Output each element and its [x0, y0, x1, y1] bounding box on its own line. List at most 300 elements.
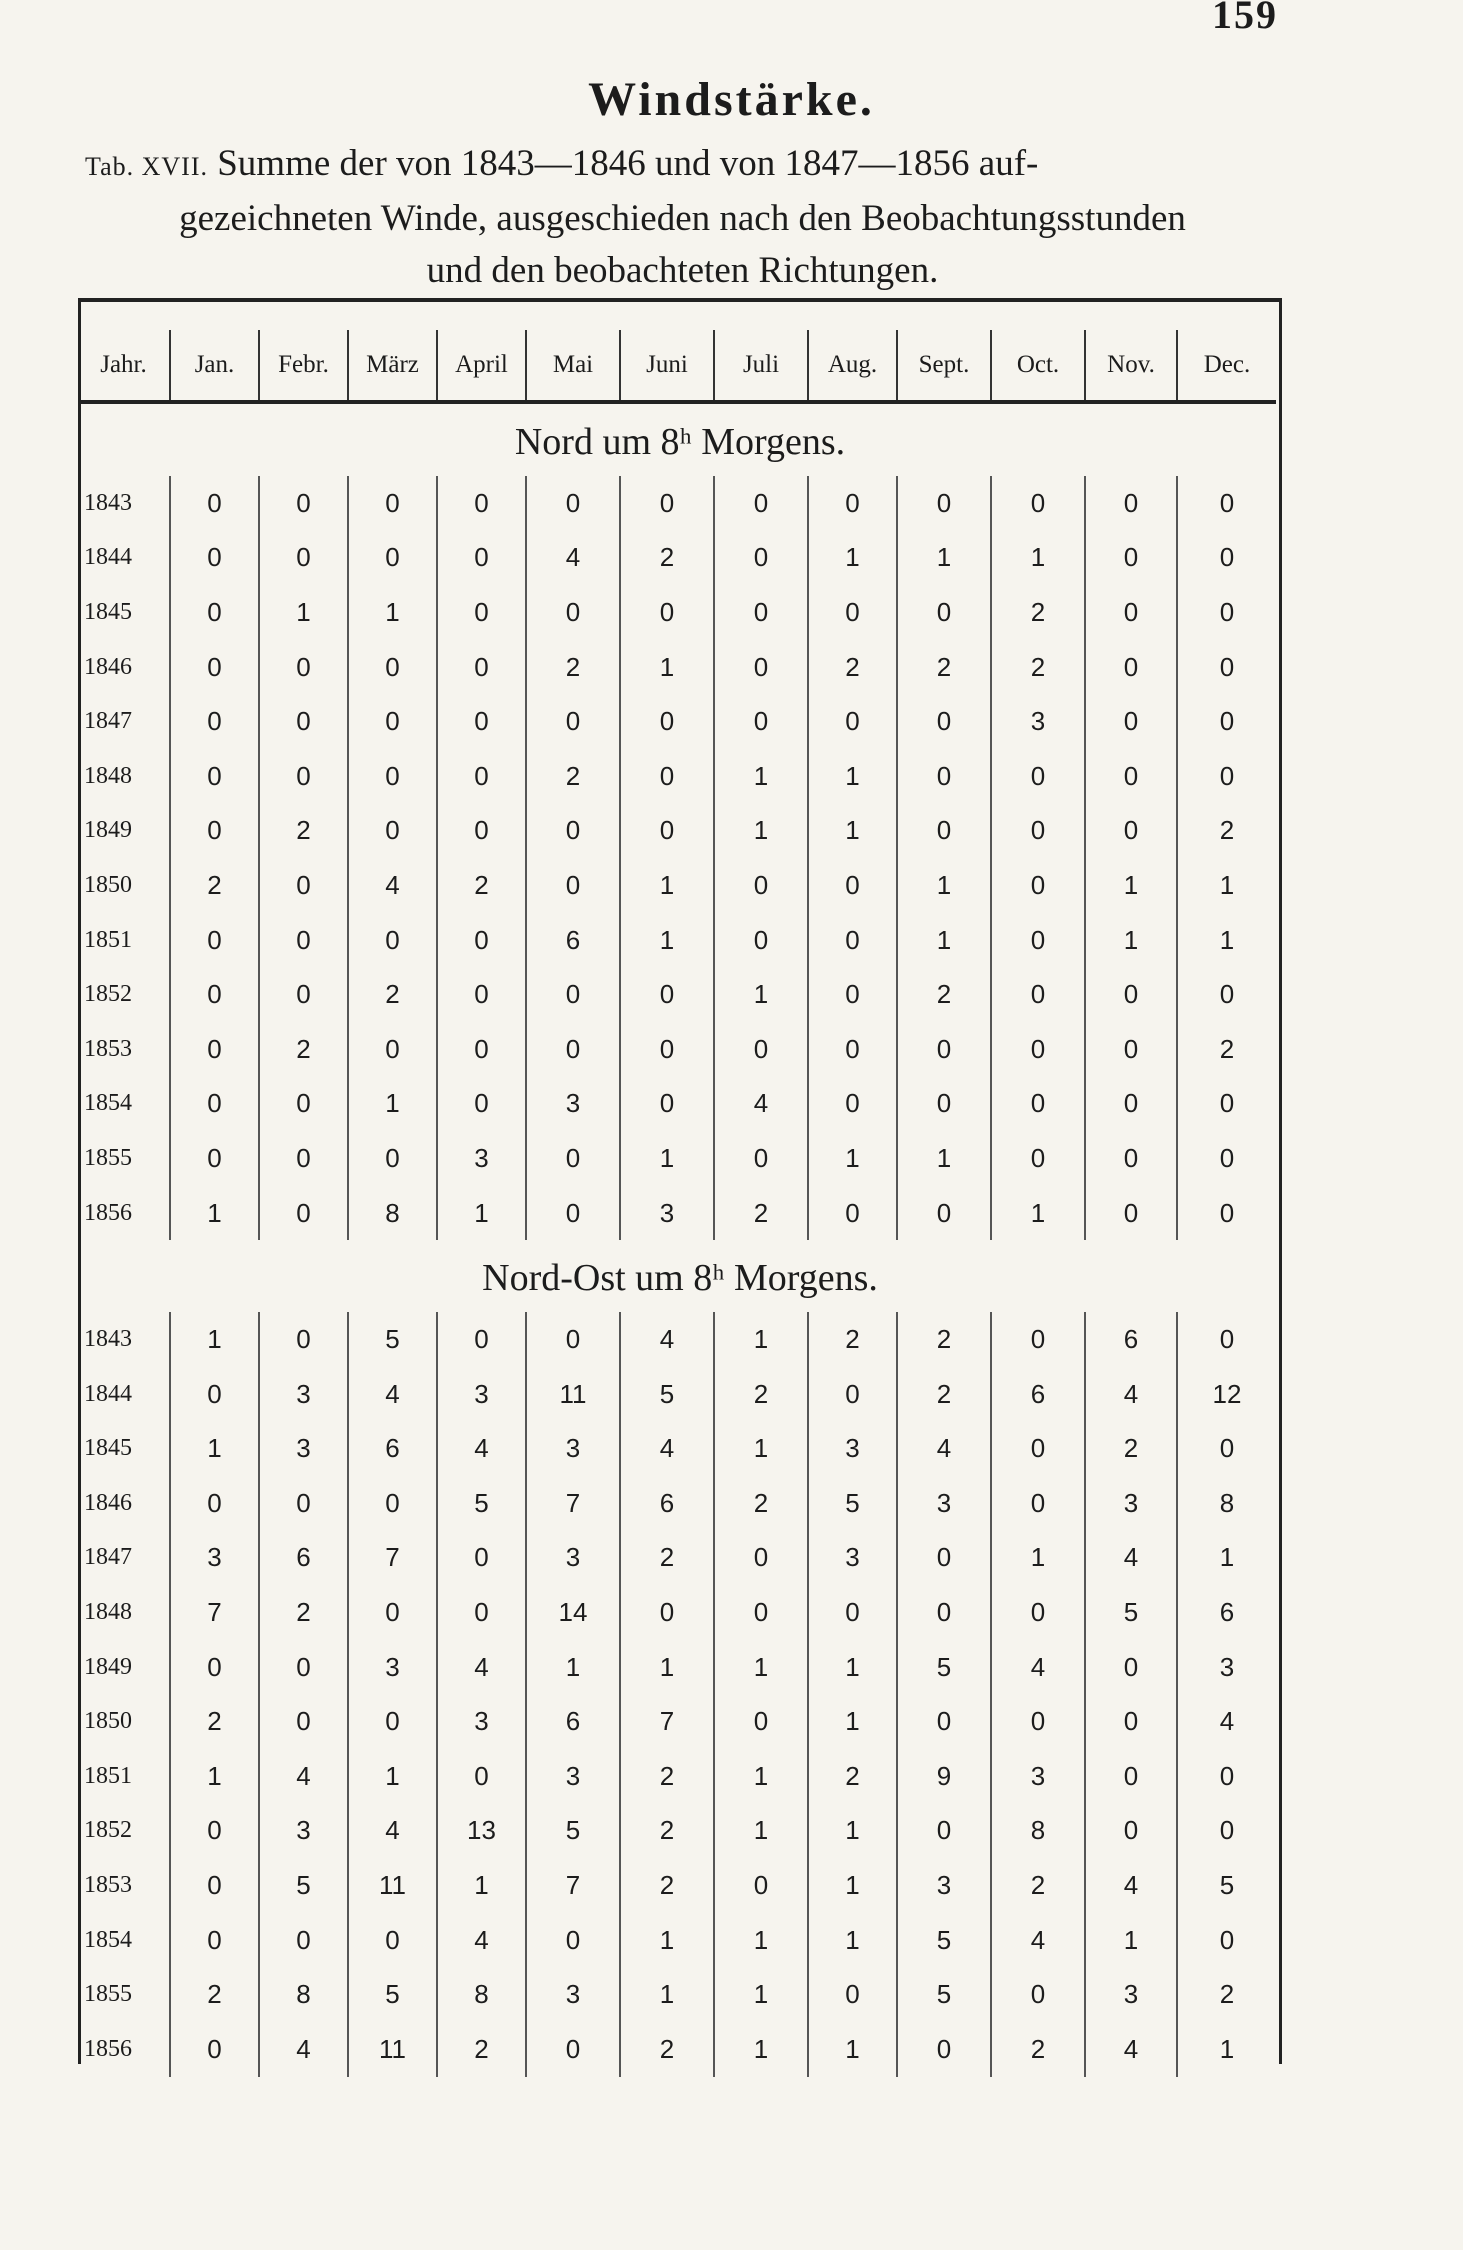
value-cell: 0	[437, 1312, 526, 1367]
value-cell: 2	[991, 640, 1085, 695]
value-cell: 0	[714, 858, 808, 913]
value-cell: 2	[1177, 804, 1276, 859]
value-cell: 0	[808, 858, 897, 913]
value-cell: 0	[259, 1077, 348, 1132]
value-cell: 0	[1085, 1694, 1177, 1749]
year-cell: 1845	[84, 598, 132, 625]
value-cell: 0	[1177, 967, 1276, 1022]
value-cell: 2	[620, 531, 714, 586]
value-cell: 0	[526, 1131, 620, 1186]
column-header: Jan.	[170, 330, 259, 402]
value-cell: 1	[437, 1186, 526, 1241]
value-cell: 0	[1085, 1077, 1177, 1132]
table-row	[78, 640, 1276, 695]
value-cell: 3	[526, 1422, 620, 1477]
value-cell: 0	[437, 913, 526, 968]
value-cell: 3	[437, 1131, 526, 1186]
year-cell: 1852	[84, 981, 132, 1008]
value-cell: 2	[897, 967, 991, 1022]
value-cell: 0	[991, 476, 1085, 531]
value-cell: 1	[348, 1749, 437, 1804]
value-cell: 0	[991, 1585, 1085, 1640]
value-cell: 0	[170, 749, 259, 804]
column-header: Nov.	[1085, 330, 1177, 402]
year-cell: 1854	[84, 1090, 132, 1117]
value-cell: 1	[620, 1913, 714, 1968]
value-cell: 0	[170, 531, 259, 586]
page-number: 159	[1212, 0, 1278, 37]
year-cell: 1845	[84, 1435, 132, 1462]
value-cell: 0	[897, 585, 991, 640]
value-cell: 1	[170, 1186, 259, 1241]
value-cell: 0	[808, 1186, 897, 1241]
column-header: Oct.	[991, 330, 1085, 402]
value-cell: 1	[808, 1640, 897, 1695]
value-cell: 0	[620, 1022, 714, 1077]
value-cell: 1	[897, 913, 991, 968]
value-cell: 0	[1085, 967, 1177, 1022]
value-cell: 3	[991, 1749, 1085, 1804]
value-cell: 1	[897, 858, 991, 913]
value-cell: 2	[897, 1312, 991, 1367]
value-cell: 0	[991, 1422, 1085, 1477]
value-cell: 4	[897, 1422, 991, 1477]
value-cell: 0	[259, 858, 348, 913]
table-row	[78, 1804, 1276, 1859]
value-cell: 0	[991, 858, 1085, 913]
value-cell: 0	[1085, 694, 1177, 749]
value-cell: 3	[897, 1858, 991, 1913]
value-cell: 1	[714, 1804, 808, 1859]
year-cell: 1853	[84, 1872, 132, 1899]
value-cell: 0	[991, 1967, 1085, 2022]
value-cell: 0	[897, 476, 991, 531]
caption-line-2: gezeichneten Winde, ausgeschieden nach den Beobachtungsstunden	[179, 198, 1186, 239]
value-cell: 11	[526, 1367, 620, 1422]
value-cell: 1	[714, 1640, 808, 1695]
value-cell: 0	[526, 476, 620, 531]
value-cell: 8	[437, 1967, 526, 2022]
value-cell: 0	[170, 1913, 259, 1968]
value-cell: 0	[620, 585, 714, 640]
value-cell: 0	[620, 1585, 714, 1640]
value-cell: 0	[526, 1022, 620, 1077]
value-cell: 0	[259, 913, 348, 968]
table-label: Tab. XVII.	[85, 152, 208, 181]
value-cell: 5	[1177, 1858, 1276, 1913]
value-cell: 12	[1177, 1367, 1276, 1422]
value-cell: 0	[991, 1022, 1085, 1077]
value-cell: 0	[259, 531, 348, 586]
table-row	[78, 1422, 1276, 1477]
value-cell: 1	[620, 1640, 714, 1695]
value-cell: 0	[348, 476, 437, 531]
value-cell: 1	[620, 1967, 714, 2022]
value-cell: 1	[348, 1077, 437, 1132]
value-cell: 1	[991, 1186, 1085, 1241]
value-cell: 0	[170, 1131, 259, 1186]
value-cell: 0	[897, 2022, 991, 2077]
value-cell: 4	[437, 1640, 526, 1695]
table-row	[78, 1022, 1276, 1077]
value-cell: 0	[170, 640, 259, 695]
value-cell: 8	[1177, 1476, 1276, 1531]
value-cell: 0	[348, 749, 437, 804]
value-cell: 0	[348, 1476, 437, 1531]
section-heading: Nord um 8ʰ Morgens.	[514, 421, 846, 463]
table-row	[78, 1749, 1276, 1804]
value-cell: 0	[170, 1804, 259, 1859]
table-row	[78, 1186, 1276, 1241]
value-cell: 3	[526, 1749, 620, 1804]
value-cell: 1	[714, 1913, 808, 1968]
value-cell: 6	[1085, 1312, 1177, 1367]
value-cell: 6	[259, 1531, 348, 1586]
value-cell: 6	[526, 913, 620, 968]
value-cell: 2	[259, 1585, 348, 1640]
value-cell: 1	[714, 1967, 808, 2022]
value-cell: 1	[714, 804, 808, 859]
value-cell: 2	[526, 640, 620, 695]
value-cell: 2	[714, 1367, 808, 1422]
value-cell: 0	[808, 967, 897, 1022]
value-cell: 4	[259, 2022, 348, 2077]
column-header: Aug.	[808, 330, 897, 402]
value-cell: 0	[437, 749, 526, 804]
value-cell: 0	[620, 1077, 714, 1132]
column-header: April	[437, 330, 526, 402]
value-cell: 0	[991, 1312, 1085, 1367]
value-cell: 0	[1085, 1186, 1177, 1241]
value-cell: 1	[808, 2022, 897, 2077]
year-cell: 1848	[84, 762, 132, 789]
section-heading-row	[78, 1240, 1276, 1312]
value-cell: 0	[808, 1967, 897, 2022]
value-cell: 0	[1177, 749, 1276, 804]
year-cell: 1844	[84, 1380, 132, 1407]
value-cell: 5	[348, 1967, 437, 2022]
value-cell: 0	[259, 476, 348, 531]
table-row	[78, 1367, 1276, 1422]
value-cell: 0	[437, 1585, 526, 1640]
value-cell: 6	[348, 1422, 437, 1477]
value-cell: 3	[170, 1531, 259, 1586]
year-cell: 1850	[84, 871, 132, 898]
value-cell: 1	[1177, 2022, 1276, 2077]
value-cell: 0	[526, 1312, 620, 1367]
year-cell: 1856	[84, 1199, 132, 1226]
value-cell: 0	[991, 804, 1085, 859]
value-cell: 2	[714, 1476, 808, 1531]
year-cell: 1853	[84, 1035, 132, 1062]
value-cell: 2	[170, 1967, 259, 2022]
table-row	[78, 1640, 1276, 1695]
value-cell: 1	[526, 1640, 620, 1695]
value-cell: 7	[620, 1694, 714, 1749]
value-cell: 0	[714, 1858, 808, 1913]
value-cell: 1	[714, 1749, 808, 1804]
value-cell: 0	[526, 1186, 620, 1241]
table-row	[78, 585, 1276, 640]
value-cell: 2	[991, 2022, 1085, 2077]
value-cell: 6	[1177, 1585, 1276, 1640]
column-header: Febr.	[259, 330, 348, 402]
value-cell: 2	[437, 858, 526, 913]
value-cell: 1	[714, 749, 808, 804]
value-cell: 0	[808, 585, 897, 640]
table-row	[78, 967, 1276, 1022]
column-header: Juli	[714, 330, 808, 402]
value-cell: 3	[437, 1367, 526, 1422]
value-cell: 0	[714, 1531, 808, 1586]
value-cell: 0	[437, 694, 526, 749]
value-cell: 0	[1085, 1131, 1177, 1186]
value-cell: 4	[620, 1422, 714, 1477]
value-cell: 5	[808, 1476, 897, 1531]
value-cell: 0	[714, 1022, 808, 1077]
value-cell: 0	[348, 531, 437, 586]
value-cell: 0	[437, 585, 526, 640]
value-cell: 1	[1085, 858, 1177, 913]
value-cell: 0	[348, 640, 437, 695]
value-cell: 0	[1177, 1312, 1276, 1367]
value-cell: 0	[897, 1077, 991, 1132]
value-cell: 3	[1085, 1967, 1177, 2022]
value-cell: 0	[991, 1694, 1085, 1749]
value-cell: 4	[348, 1804, 437, 1859]
value-cell: 0	[897, 1022, 991, 1077]
value-cell: 7	[170, 1585, 259, 1640]
value-cell: 2	[259, 1022, 348, 1077]
column-header: Jahr.	[100, 351, 147, 378]
value-cell: 4	[437, 1422, 526, 1477]
table-row	[78, 913, 1276, 968]
value-cell: 0	[259, 967, 348, 1022]
table-row	[78, 1585, 1276, 1640]
value-cell: 2	[620, 1858, 714, 1913]
value-cell: 4	[1085, 1858, 1177, 1913]
value-cell: 0	[348, 1694, 437, 1749]
section-heading: Nord-Ost um 8ʰ Morgens.	[482, 1257, 878, 1300]
value-cell: 2	[620, 1749, 714, 1804]
table-row	[78, 1476, 1276, 1531]
value-cell: 0	[526, 585, 620, 640]
value-cell: 1	[897, 1131, 991, 1186]
year-cell: 1848	[84, 1599, 132, 1626]
value-cell: 4	[437, 1913, 526, 1968]
value-cell: 11	[348, 1858, 437, 1913]
value-cell: 0	[170, 1367, 259, 1422]
table-row	[78, 804, 1276, 859]
year-cell: 1843	[84, 489, 132, 516]
value-cell: 2	[1177, 1967, 1276, 2022]
value-cell: 0	[259, 1476, 348, 1531]
value-cell: 8	[259, 1967, 348, 2022]
value-cell: 9	[897, 1749, 991, 1804]
value-cell: 3	[348, 1640, 437, 1695]
value-cell: 1	[620, 1131, 714, 1186]
value-cell: 2	[808, 1312, 897, 1367]
value-cell: 4	[348, 1367, 437, 1422]
value-cell: 0	[1177, 1077, 1276, 1132]
value-cell: 0	[897, 804, 991, 859]
value-cell: 3	[620, 1186, 714, 1241]
value-cell: 1	[808, 749, 897, 804]
table-row	[78, 1694, 1276, 1749]
value-cell: 5	[897, 1913, 991, 1968]
table-caption	[85, 138, 1280, 297]
value-cell: 0	[808, 476, 897, 531]
value-cell: 0	[1085, 1640, 1177, 1695]
value-cell: 2	[991, 585, 1085, 640]
value-cell: 1	[808, 1804, 897, 1859]
value-cell: 0	[897, 1694, 991, 1749]
year-cell: 1847	[84, 708, 132, 735]
value-cell: 0	[170, 1640, 259, 1695]
header-row	[78, 330, 1276, 402]
year-cell: 1843	[84, 1326, 132, 1353]
year-cell: 1854	[84, 1926, 132, 1953]
value-cell: 0	[348, 1131, 437, 1186]
value-cell: 0	[1177, 1913, 1276, 1968]
value-cell: 0	[1085, 585, 1177, 640]
value-cell: 5	[437, 1476, 526, 1531]
value-cell: 0	[808, 913, 897, 968]
value-cell: 0	[620, 804, 714, 859]
value-cell: 0	[1177, 694, 1276, 749]
value-cell: 0	[1177, 1131, 1276, 1186]
value-cell: 2	[170, 1694, 259, 1749]
value-cell: 3	[526, 1967, 620, 2022]
table-row	[78, 1531, 1276, 1586]
value-cell: 0	[348, 1913, 437, 1968]
value-cell: 3	[1177, 1640, 1276, 1695]
value-cell: 0	[437, 531, 526, 586]
value-cell: 2	[437, 2022, 526, 2077]
value-cell: 0	[526, 804, 620, 859]
value-cell: 0	[437, 1531, 526, 1586]
column-header: Dec.	[1177, 330, 1276, 402]
value-cell: 4	[714, 1077, 808, 1132]
value-cell: 5	[348, 1312, 437, 1367]
table-row	[78, 531, 1276, 586]
value-cell: 5	[1085, 1585, 1177, 1640]
value-cell: 0	[170, 1476, 259, 1531]
section-heading-row	[78, 402, 1276, 476]
table-row	[78, 1312, 1276, 1367]
value-cell: 0	[1085, 1022, 1177, 1077]
column-header: Sept.	[897, 330, 991, 402]
value-cell: 0	[170, 694, 259, 749]
value-cell: 0	[897, 694, 991, 749]
value-cell: 1	[808, 1858, 897, 1913]
value-cell: 0	[259, 640, 348, 695]
value-cell: 1	[808, 1694, 897, 1749]
table-row	[78, 1077, 1276, 1132]
value-cell: 0	[714, 476, 808, 531]
value-cell: 0	[991, 967, 1085, 1022]
value-cell: 3	[808, 1422, 897, 1477]
value-cell: 0	[526, 1913, 620, 1968]
value-cell: 6	[991, 1367, 1085, 1422]
year-cell: 1852	[84, 1817, 132, 1844]
value-cell: 3	[259, 1804, 348, 1859]
value-cell: 1	[259, 585, 348, 640]
value-cell: 1	[170, 1749, 259, 1804]
value-cell: 0	[348, 913, 437, 968]
value-cell: 1	[714, 1312, 808, 1367]
value-cell: 1	[1177, 913, 1276, 968]
value-cell: 14	[526, 1585, 620, 1640]
value-cell: 8	[991, 1804, 1085, 1859]
value-cell: 0	[259, 1131, 348, 1186]
column-header: Mai	[526, 330, 620, 402]
value-cell: 0	[348, 1585, 437, 1640]
value-cell: 0	[897, 1804, 991, 1859]
value-cell: 4	[991, 1640, 1085, 1695]
value-cell: 4	[620, 1312, 714, 1367]
page-title: Windstärke.	[588, 73, 875, 126]
table-row	[78, 476, 1276, 531]
value-cell: 2	[348, 967, 437, 1022]
value-cell: 1	[620, 640, 714, 695]
year-cell: 1846	[84, 1489, 132, 1516]
value-cell: 0	[714, 1131, 808, 1186]
value-cell: 0	[437, 1022, 526, 1077]
value-cell: 0	[170, 1022, 259, 1077]
value-cell: 4	[1085, 1531, 1177, 1586]
value-cell: 3	[808, 1531, 897, 1586]
value-cell: 0	[526, 858, 620, 913]
value-cell: 3	[259, 1422, 348, 1477]
value-cell: 0	[808, 1585, 897, 1640]
value-cell: 0	[437, 967, 526, 1022]
table-row	[78, 858, 1276, 913]
value-cell: 5	[897, 1640, 991, 1695]
value-cell: 0	[437, 476, 526, 531]
year-cell: 1851	[84, 926, 132, 953]
value-cell: 2	[808, 640, 897, 695]
table-row	[78, 2022, 1276, 2077]
year-cell: 1855	[84, 1144, 132, 1171]
value-cell: 5	[620, 1367, 714, 1422]
value-cell: 1	[808, 804, 897, 859]
value-cell: 0	[897, 1186, 991, 1241]
value-cell: 6	[620, 1476, 714, 1531]
value-cell: 3	[897, 1476, 991, 1531]
value-cell: 2	[897, 1367, 991, 1422]
value-cell: 1	[714, 2022, 808, 2077]
value-cell: 0	[170, 476, 259, 531]
value-cell: 0	[991, 1077, 1085, 1132]
value-cell: 5	[259, 1858, 348, 1913]
wind-table	[78, 330, 1276, 2077]
value-cell: 0	[170, 1858, 259, 1913]
value-cell: 1	[1177, 1531, 1276, 1586]
value-cell: 0	[808, 1367, 897, 1422]
value-cell: 0	[526, 967, 620, 1022]
value-cell: 11	[348, 2022, 437, 2077]
column-header: März	[348, 330, 437, 402]
value-cell: 4	[991, 1913, 1085, 1968]
value-cell: 0	[259, 694, 348, 749]
value-cell: 1	[620, 913, 714, 968]
value-cell: 3	[437, 1694, 526, 1749]
value-cell: 2	[620, 2022, 714, 2077]
value-cell: 0	[437, 640, 526, 695]
value-cell: 0	[1177, 476, 1276, 531]
value-cell: 0	[1177, 531, 1276, 586]
